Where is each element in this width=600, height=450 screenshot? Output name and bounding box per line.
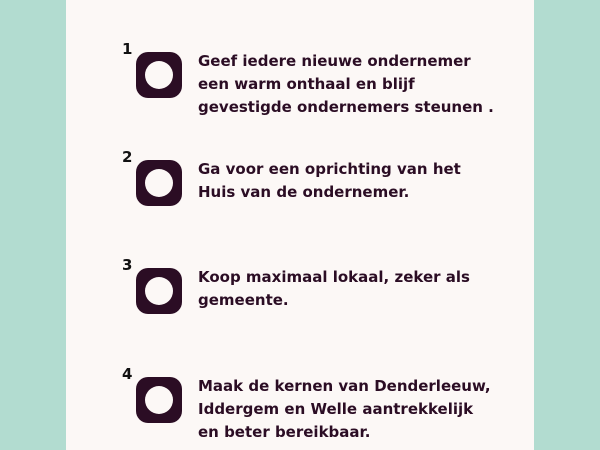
item-number: 1	[122, 40, 133, 58]
circle-in-rounded-square-icon	[136, 377, 182, 423]
circle-in-rounded-square-icon	[136, 160, 182, 206]
item-number: 3	[122, 256, 133, 274]
circle-in-rounded-square-icon	[136, 52, 182, 98]
item-text: Maak de kernen van Denderleeuw, Iddergem en Welle aantrekkelijk en beter bereikbaar.	[198, 377, 491, 441]
item-text: Koop maximaal lokaal, zeker als gemeente.	[198, 268, 470, 309]
circle-in-rounded-square-icon	[136, 268, 182, 314]
item-text: Geef iedere nieuwe ondernemer een warm onthaal en blijf gevestigde ondernemers steunen .	[198, 52, 494, 116]
content-card	[66, 0, 534, 450]
item-number: 4	[122, 365, 133, 383]
item-text: Ga voor een oprichting van het Huis van de ondernemer.	[198, 160, 461, 201]
item-number: 2	[122, 148, 133, 166]
